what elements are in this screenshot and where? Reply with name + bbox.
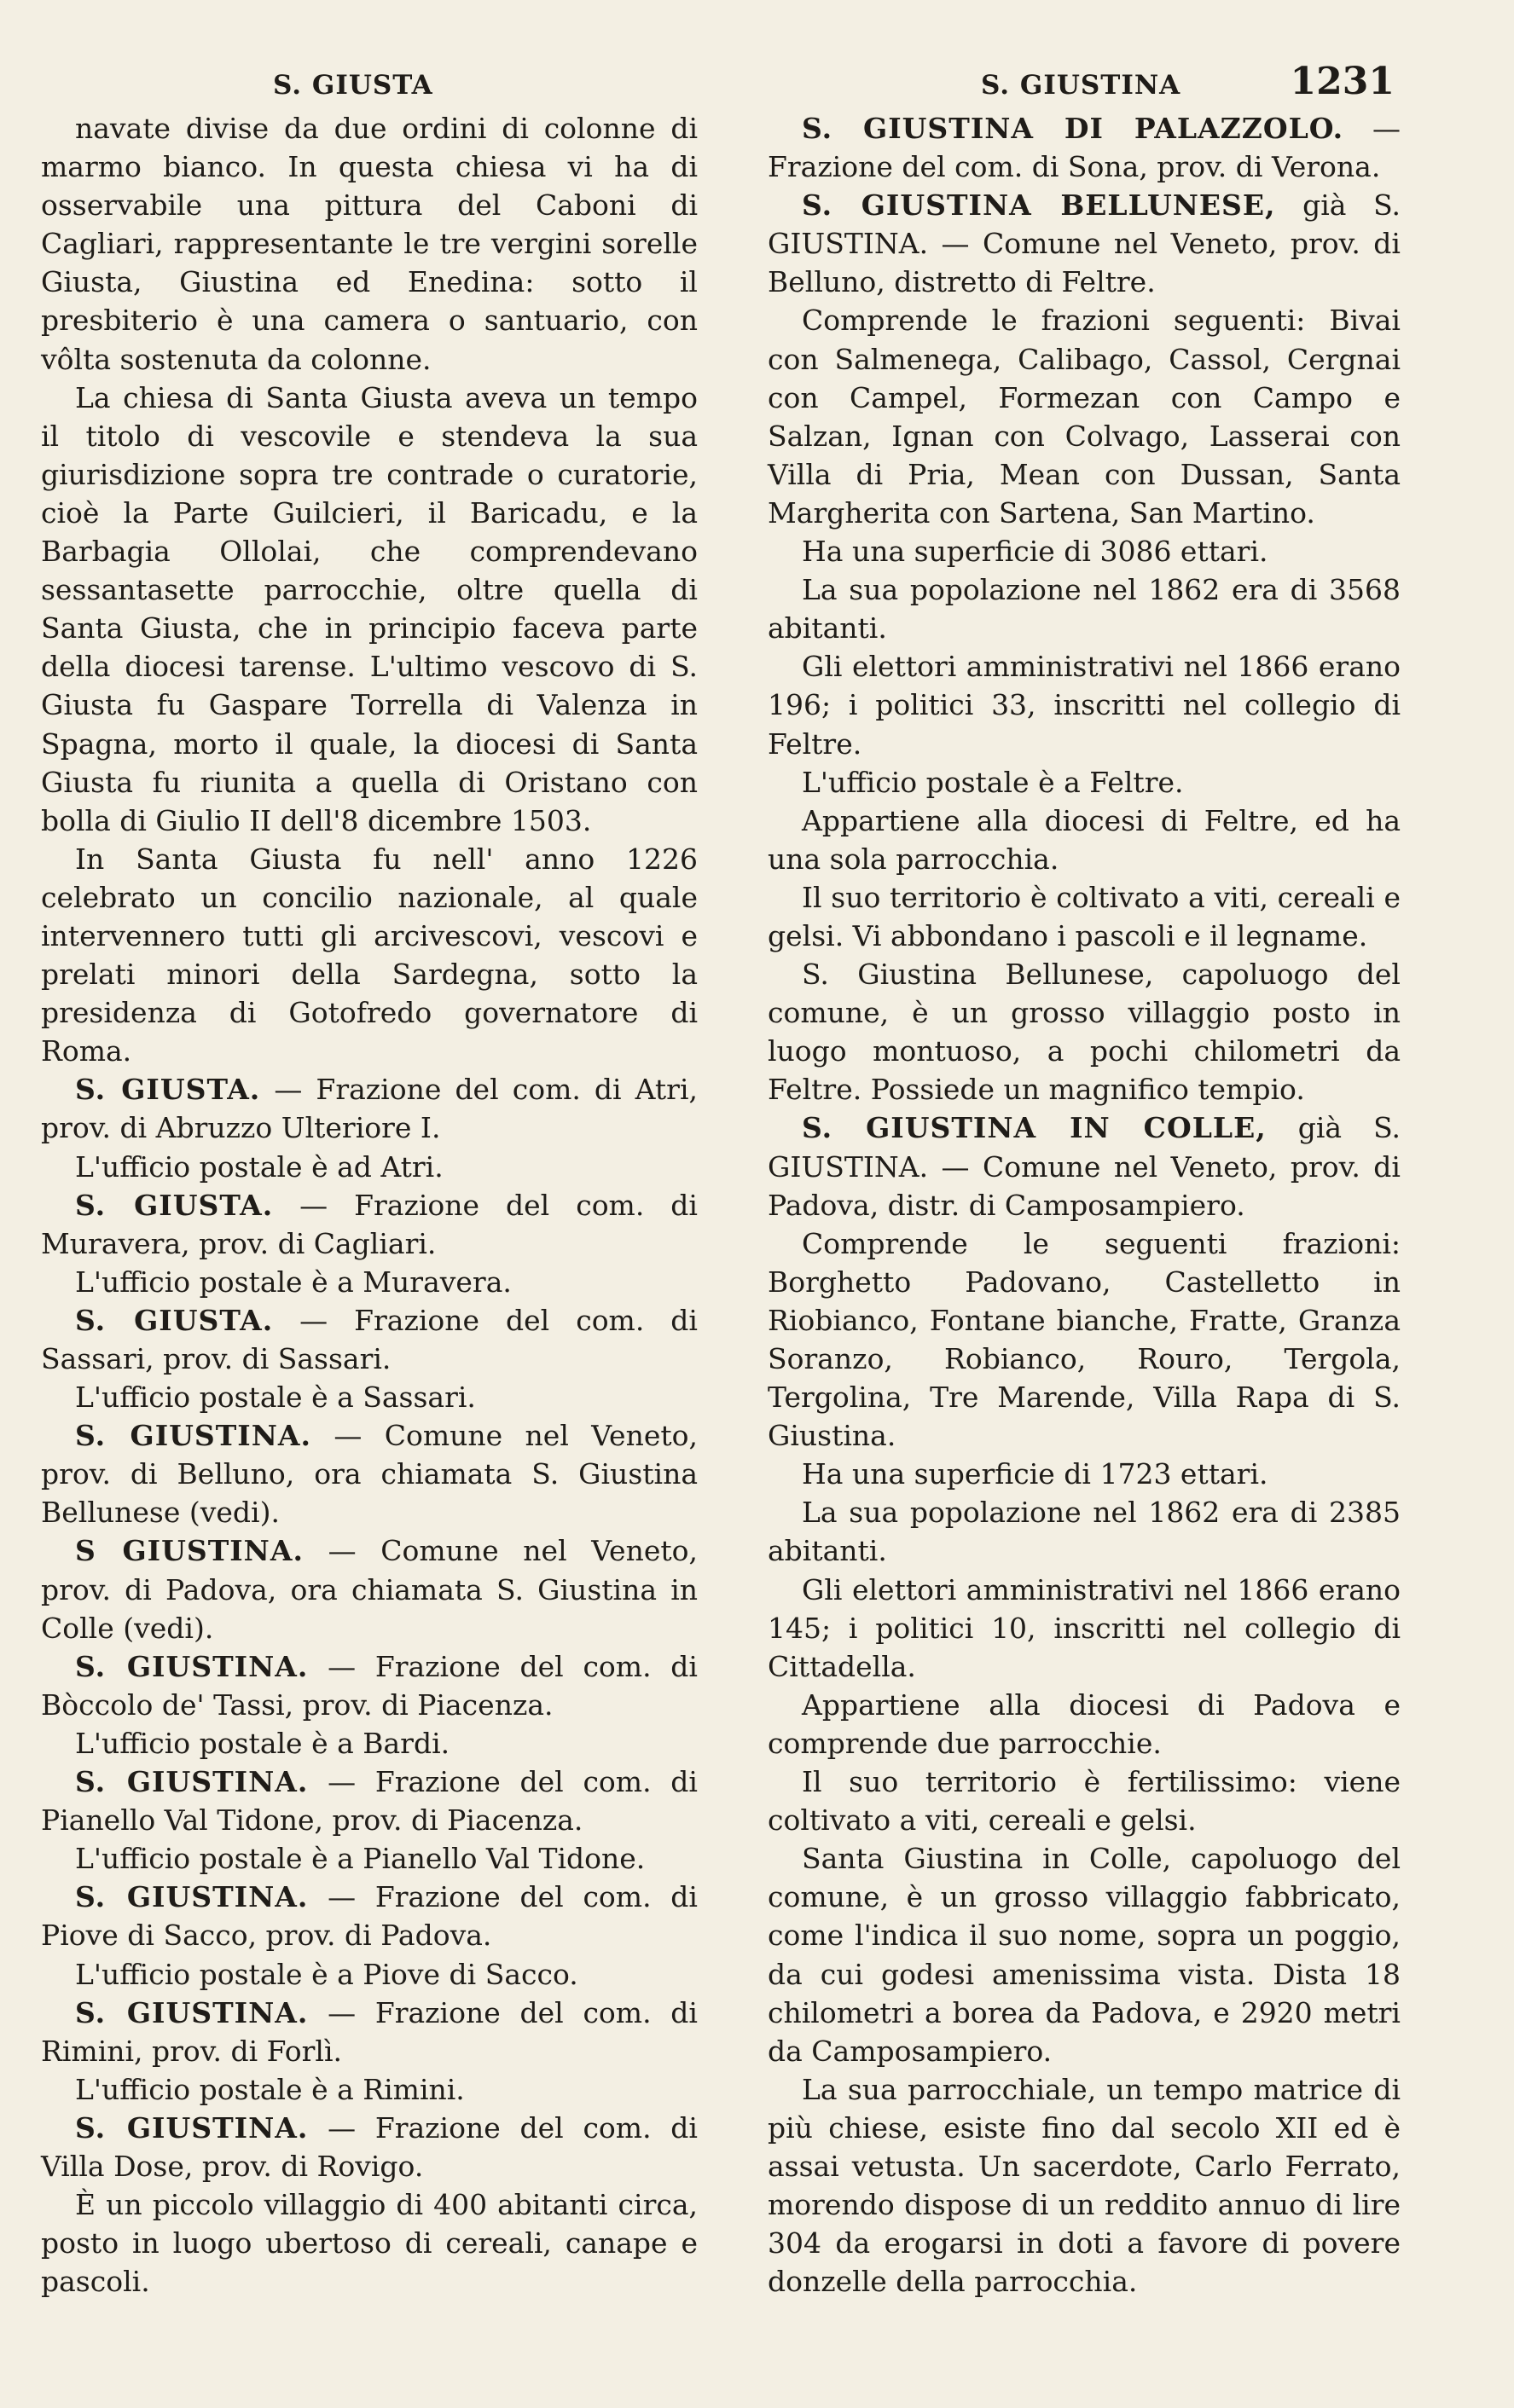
text-paragraph (41, 1378, 698, 1416)
entry-paragraph (41, 1186, 698, 1263)
entry-paragraph (41, 1763, 698, 1839)
text-paragraph (41, 379, 698, 840)
paragraph-text: — Frazione del com. di Rimini, prov. di Forlì. (41, 1995, 698, 2068)
paragraph-text: L'ufficio postale è a Pianello Val Tidone. (75, 1842, 646, 1876)
paragraph-text: L'ufficio postale è a Feltre. (802, 765, 1184, 799)
paragraph-text: L'ufficio postale è ad Atri. (75, 1149, 444, 1184)
text-paragraph (41, 2070, 698, 2109)
text-paragraph (768, 647, 1401, 762)
paragraph-text: Ha una superficie di 1723 ettari. (802, 1457, 1268, 1491)
text-paragraph (768, 878, 1401, 955)
text-paragraph (41, 840, 698, 1071)
entry-paragraph (768, 186, 1401, 301)
paragraph-text: L'ufficio postale è a Rimini. (75, 2072, 465, 2106)
paragraph-text: — Frazione del com. di Bòccolo de' Tassi, prov. di Piacenza. (41, 1649, 698, 1722)
paragraph-text: La sua parrocchiale, un tempo matrice di più chiese, esiste fino dal secolo XII ed è assai vetusta. Un sacerdote, Carlo Ferrato, morendo dispose di un reddito annuo di lire 304 da erogarsi in doti a favore di povere donzelle della parrocchia. (768, 2072, 1401, 2299)
entry-heading: S. GIUSTINA. (75, 1880, 309, 1914)
paragraph-text: La sua popolazione nel 1862 era di 2385 abitanti. (768, 1496, 1401, 1568)
entry-heading: S. GIUSTINA. (75, 2110, 309, 2145)
paragraph-text: Appartiene alla diocesi di Feltre, ed ha una sola parrocchia. (768, 803, 1401, 876)
paragraph-text: La sua popolazione nel 1862 era di 3568 abitanti. (768, 573, 1401, 645)
text-paragraph (768, 570, 1401, 647)
entry-paragraph (41, 1416, 698, 1531)
text-paragraph (768, 763, 1401, 802)
entry-heading: S. GIUSTINA. (75, 1765, 309, 1799)
paragraph-text: L'ufficio postale è a Muravera. (75, 1265, 512, 1299)
paragraph-text: Gli elettori amministrativi nel 1866 erano 196; i politici 33, inscritti nel collegio di Feltre. (768, 650, 1401, 761)
entry-heading: S. GIUSTINA DI PALAZZOLO. (802, 112, 1344, 145)
entry-heading: S. GIUSTA. (75, 1303, 274, 1337)
text-paragraph (41, 1724, 698, 1763)
paragraph-text: — Comune nel Veneto, prov. di Belluno, ora chiamata S. Giustina Bellunese (vedi). (41, 1419, 698, 1530)
text-paragraph (768, 1224, 1401, 1456)
left-column (41, 109, 698, 2301)
entry-paragraph (41, 2109, 698, 2185)
paragraph-text: È un piccolo villaggio di 400 abitanti circa, posto in luogo ubertoso di cereali, canape e pascoli. (41, 2188, 698, 2299)
paragraph-text: già S. GIUSTINA. — Comune nel Veneto, prov. di Padova, distr. di Camposampiero. (768, 1111, 1401, 1222)
paragraph-text: La chiesa di Santa Giusta aveva un tempo il titolo di vescovile e stendeva la sua giurisdizione sopra tre contrade o curatorie, cioè la Parte Guilcieri, il Baricadu, e la Barbagia Ollolai, che comprendevano sessantasette parrocchie, oltre quella di Santa Giusta, che in principio faceva parte della diocesi tarense. L'ultimo vescovo di S. Giusta fu Gaspare Torrella di Valenza in Spagna, morto il quale, la diocesi di Santa Giusta fu riunita a quella di Oristano con bolla di Giulio II dell'8 dicembre 1503. (41, 380, 698, 837)
entry-heading: S. GIUSTA. (75, 1073, 261, 1107)
paragraph-text: — Frazione del com. di Atri, prov. di Abruzzo Ulteriore I. (41, 1073, 698, 1145)
paragraph-text: Il suo territorio è fertilissimo: viene coltivato a viti, cereali e gelsi. (768, 1765, 1401, 1838)
entry-heading: S. GIUSTA. (75, 1188, 274, 1222)
paragraph-text: Il suo territorio è coltivato a viti, cereali e gelsi. Vi abbondano i pascoli e il legname. (768, 880, 1401, 952)
text-paragraph (41, 109, 698, 379)
entry-heading: S. GIUSTINA. (75, 1649, 309, 1683)
right-column (768, 109, 1401, 2301)
text-paragraph (768, 532, 1401, 570)
entry-paragraph (41, 1070, 698, 1147)
text-paragraph (41, 2185, 698, 2301)
text-paragraph (768, 802, 1401, 878)
entry-paragraph (41, 1301, 698, 1378)
text-paragraph (768, 1763, 1401, 1839)
paragraph-text: — Frazione del com. di Piove di Sacco, prov. di Padova. (41, 1880, 698, 1953)
entry-heading: S GIUSTINA. (75, 1534, 304, 1568)
entry-paragraph (41, 1994, 698, 2070)
entry-paragraph (768, 1108, 1401, 1224)
page-number: 1231 (1290, 60, 1395, 103)
text-paragraph (41, 1839, 698, 1878)
paragraph-text: — Frazione del com. di Pianello Val Tidone, prov. di Piacenza. (41, 1765, 698, 1838)
paragraph-text: — Frazione del com. di Sassari, prov. di Sassari. (41, 1303, 698, 1375)
text-paragraph (768, 1571, 1401, 1686)
entry-heading: S. GIUSTINA. (75, 1419, 311, 1453)
text-paragraph (768, 1839, 1401, 2070)
paragraph-text: S. Giustina Bellunese, capoluogo del comune, è un grosso villaggio posto in luogo montuoso, a pochi chilometri da Feltre. Possiede un magnifico tempio. (768, 958, 1401, 1107)
paragraph-text: navate divise da due ordini di colonne di marmo bianco. In questa chiesa vi ha di osservabile una pittura del Caboni di Cagliari, rappresentante le tre vergini sorelle Giusta, Giustina ed Enedina: sotto il presbiterio è una camera o santuario, con vôlta sostenuta da colonne. (41, 112, 698, 376)
text-paragraph (41, 1955, 698, 1994)
text-paragraph (768, 1455, 1401, 1493)
paragraph-text: Comprende le seguenti frazioni: Borghetto Padovano, Castelletto in Riobianco, Fontane bianche, Fratte, Granza Soranzo, Robianco, Rouro, Tergola, Tergolina, Tre Marende, Villa Rapa di S. Giustina. (768, 1226, 1401, 1453)
text-paragraph (41, 1148, 698, 1186)
paragraph-text: Ha una superficie di 3086 ettari. (802, 535, 1268, 569)
text-paragraph (768, 1493, 1401, 1570)
text-paragraph (768, 955, 1401, 1108)
running-head-left: S. GIUSTA (273, 70, 433, 101)
text-paragraph (768, 301, 1401, 532)
paragraph-text: — Frazione del com. di Sona, prov. di Verona. (768, 112, 1401, 184)
text-paragraph (41, 1263, 698, 1301)
paragraph-text: già S. GIUSTINA. — Comune nel Veneto, prov. di Belluno, distretto di Feltre. (768, 188, 1401, 299)
text-paragraph (768, 2070, 1401, 2301)
paragraph-text: Comprende le frazioni seguenti: Bivai con Salmenega, Calibago, Cassol, Cergnai con Campel, Formezan con Campo e Salzan, Ignan con Colvago, Lasserai con Villa di Pria, Mean con Dussan, Santa Margherita con Sartena, San Martino. (768, 304, 1401, 530)
running-head-right: S. GIUSTINA (981, 70, 1181, 101)
paragraph-text: Gli elettori amministrativi nel 1866 erano 145; i politici 10, inscritti nel collegio di Cittadella. (768, 1572, 1401, 1683)
entry-paragraph (768, 109, 1401, 186)
paragraph-text: — Frazione del com. di Villa Dose, prov. di Rovigo. (41, 2110, 698, 2183)
paragraph-text: L'ufficio postale è a Sassari. (75, 1381, 476, 1415)
entry-paragraph (41, 1531, 698, 1647)
paragraph-text: In Santa Giusta fu nell' anno 1226 celebrato un concilio nazionale, al quale intervennero tutti gli arcivescovi, vescovi e prelati minori della Sardegna, sotto la presidenza di Gotofredo governatore di Roma. (41, 842, 698, 1068)
entry-heading: S. GIUSTINA. (75, 1995, 309, 2029)
entry-heading: S. GIUSTINA BELLUNESE, (802, 188, 1276, 223)
paragraph-text: — Frazione del com. di Muravera, prov. di Cagliari. (41, 1188, 698, 1260)
paragraph-text: Appartiene alla diocesi di Padova e comprende due parrocchie. (768, 1687, 1401, 1760)
entry-heading: S. GIUSTINA IN COLLE, (802, 1111, 1267, 1145)
paragraph-text: Santa Giustina in Colle, capoluogo del comune, è un grosso villaggio fabbricato, come l'indica il suo nome, sopra un poggio, da cui godesi amenissima vista. Dista 18 chilometri a borea da Padova, e 2920 metri da Camposampiero. (768, 1842, 1401, 2068)
paragraph-text: L'ufficio postale è a Bardi. (75, 1726, 450, 1760)
text-paragraph (768, 1686, 1401, 1763)
entry-paragraph (41, 1878, 698, 1954)
entry-paragraph (41, 1647, 698, 1724)
paragraph-text: — Comune nel Veneto, prov. di Padova, ora chiamata S. Giustina in Colle (vedi). (41, 1534, 698, 1645)
paragraph-text: L'ufficio postale è a Piove di Sacco. (75, 1957, 578, 1991)
